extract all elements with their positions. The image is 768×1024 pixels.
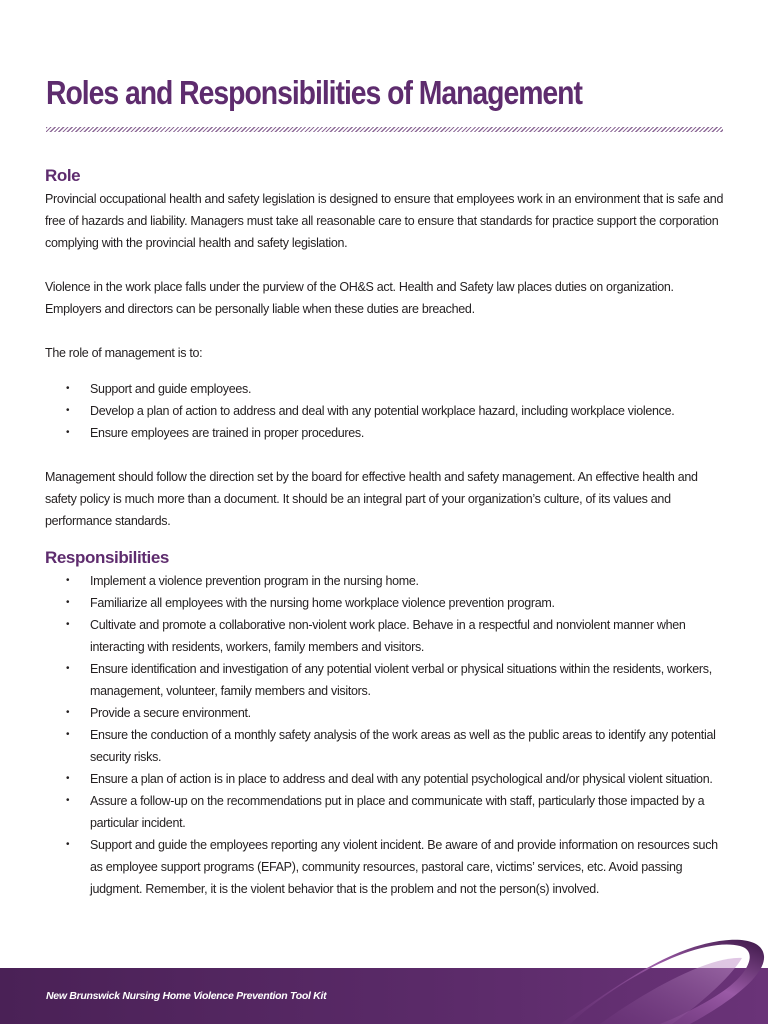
role-intro: The role of management is to: — [45, 346, 203, 360]
footer-title: New Brunswick Nursing Home Violence Prevention Tool Kit — [46, 990, 327, 1002]
list-item: • Develop a plan of action to address and deal with any potential workplace hazard, including workplace violence. — [45, 400, 725, 422]
list-item: • Ensure the conduction of a monthly safety analysis of the work areas as well as the public areas to identify any potential security risks. — [45, 724, 725, 768]
list-item: • Support and guide the employees reporting any violent incident. Be aware of and provide information on resources such as employee support programs (EFAP), community resources, pastoral care, victims’ services, etc. Avoid passing judgment. Remember, it is the violent behavior that is the problem and not the person(s) involved. — [45, 834, 725, 900]
list-item: • Support and guide employees. — [45, 378, 725, 400]
title-divider — [46, 127, 723, 132]
document-body — [45, 164, 725, 900]
list-item: • Ensure a plan of action is in place to address and deal with any potential psychological and/or physical violent situation. — [45, 768, 725, 790]
list-item: • Familiarize all employees with the nursing home workplace violence prevention program. — [45, 592, 725, 614]
role-paragraph-2: Violence in the work place falls under the purview of the OH&S act. Health and Safety law places duties on organization. Employers and directors can be personally liable when these duties are breached. — [45, 280, 674, 316]
list-item: • Assure a follow-up on the recommendations put in place and communicate with staff, particularly those impacted by a particular incident. — [45, 790, 725, 834]
list-item: • Implement a violence prevention program in the nursing home. — [45, 570, 725, 592]
responsibilities-bullet-list — [45, 570, 725, 900]
list-item: • Ensure identification and investigation of any potential violent verbal or physical situations within the residents, workers, management, volunteer, family members and visitors. — [45, 658, 725, 702]
role-paragraph-1: Provincial occupational health and safety legislation is designed to ensure that employees work in an environment that is safe and free of hazards and liability. Managers must take all reasonable care to ensure that standards for practice support the corporation complying with the provincial health and safety legislation. — [45, 192, 724, 250]
list-item: • Ensure employees are trained in proper procedures. — [45, 422, 725, 444]
list-item: • Provide a secure environment. — [45, 702, 725, 724]
responsibilities-heading: Responsibilities — [45, 548, 169, 567]
role-heading: Role — [45, 166, 81, 185]
role-paragraph-3: Management should follow the direction set by the board for effective health and safety management. An effective health and safety policy is much more than a document. It should be an integral part of your organization’s culture, of its values and performance standards. — [45, 470, 698, 528]
swoosh-logo-graphic — [560, 938, 768, 1024]
role-bullet-list — [45, 378, 725, 444]
list-item: • Cultivate and promote a collaborative non-violent work place. Behave in a respectful and nonviolent manner when interacting with residents, workers, family members and visitors. — [45, 614, 725, 658]
page-title: Roles and Responsibilities of Management — [46, 74, 582, 111]
